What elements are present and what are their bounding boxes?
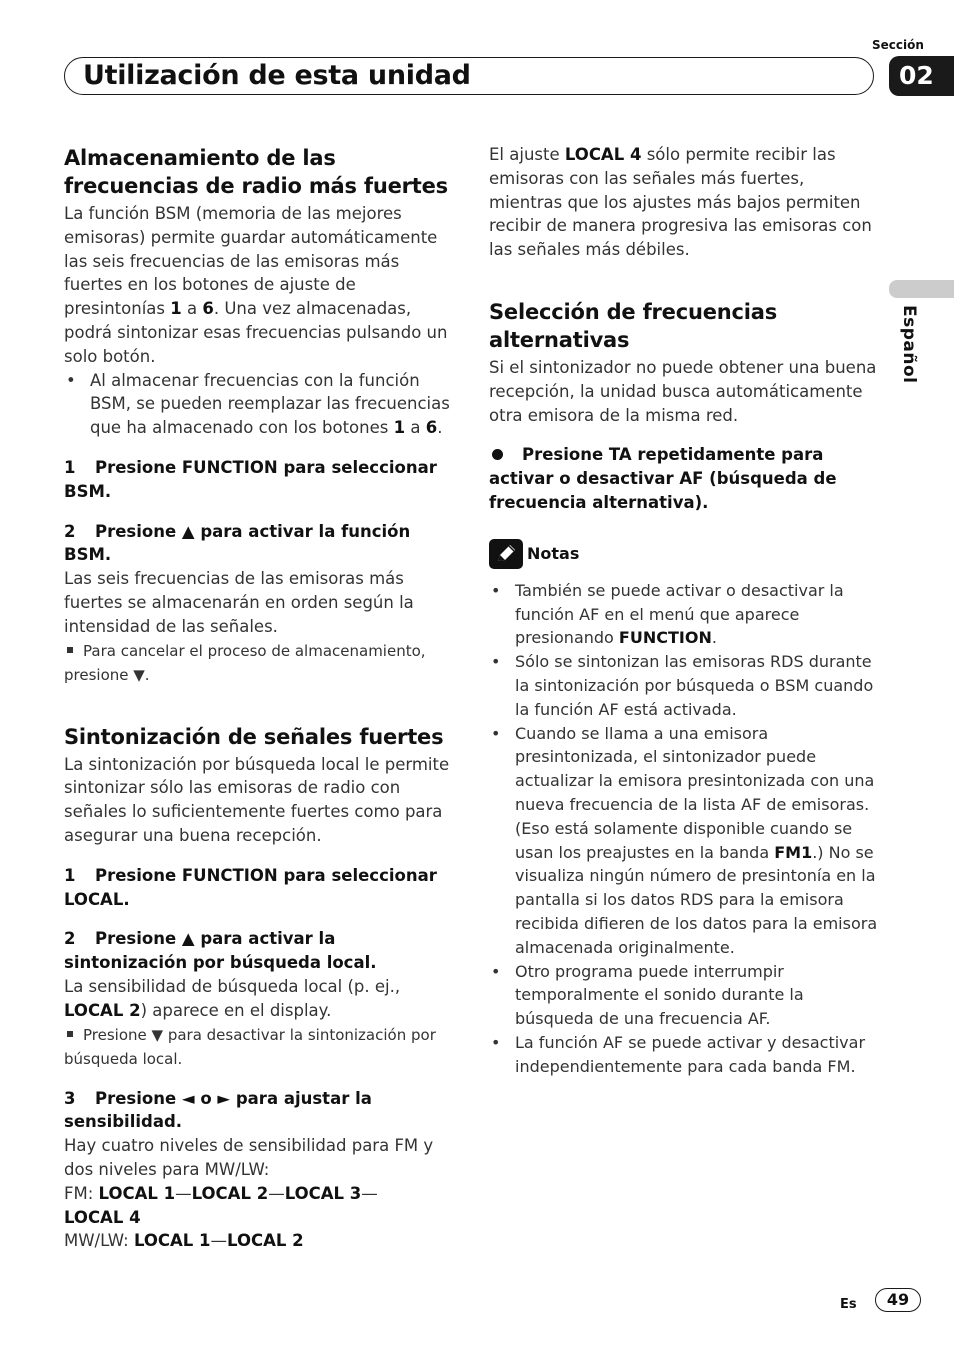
step-text: Presione ▲ para activar la función BSM. [64, 521, 411, 565]
footer-language-code: Es [840, 1297, 857, 1312]
paragraph-local-intro: La sintonización por búsqueda local le permite sintonizar sólo las emisoras de radio con señales lo suficientemente fuertes como para asegurar una buena recepción. [64, 754, 450, 845]
step-3-local [64, 1087, 454, 1135]
text: 1 [170, 299, 182, 319]
step-2-description: Las seis frecuencias de las emisoras más fuertes se almacenarán en orden según la intensidad de las señales. [64, 569, 414, 636]
text: FUNCTION [618, 628, 712, 648]
text: MW/LW: [64, 1231, 134, 1251]
step-number: 2 [64, 521, 76, 541]
mw-levels [64, 1229, 454, 1253]
text: — [175, 1183, 192, 1203]
fm-levels [64, 1182, 454, 1230]
section-title-local: Sintonización de señales fuertes [64, 724, 444, 749]
text: LOCAL 4 [64, 1207, 141, 1227]
bullet-dot-icon [492, 449, 503, 460]
text: Al almacenar frecuencias con la función BSM, se pueden reemplazar las frecuencias que ha almacenado con los botones [90, 370, 450, 438]
text: ) aparece en el display. [140, 1000, 332, 1020]
text: . Una vez almacenadas, podrá sintonizar esas frecuencias pulsando un solo botón. [64, 299, 448, 366]
text: 6 [202, 299, 214, 319]
notes-header [489, 539, 879, 569]
text: También se puede activar o desactivar la función AF en el menú que aparece presionando [515, 580, 844, 648]
notes-list [489, 579, 879, 1079]
section-title-bsm: Almacenamiento de las frecuencias de radio más fuertes [64, 146, 448, 198]
text: .) No se visualiza ningún número de presintonía en la pantalla si los datos RDS para la emisora recibida difieren de los datos para la emisora almacenada originalmente. [515, 842, 878, 957]
text: FM1 [774, 842, 813, 862]
step-text: Presione ▲ para activar la sintonización por búsqueda local. [64, 929, 377, 973]
step-3-description: Hay cuatro niveles de sensibilidad para FM y dos niveles para MW/LW: [64, 1136, 434, 1179]
notes-title: Notas [527, 543, 580, 563]
text: — [361, 1183, 378, 1203]
text: LOCAL 1 [98, 1183, 176, 1203]
step-text: Presione FUNCTION para seleccionar BSM. [64, 457, 437, 501]
square-bullet-icon [67, 1031, 73, 1037]
list-item [64, 369, 454, 440]
list-item [489, 722, 879, 960]
note-deactivate [64, 1023, 454, 1071]
step-1-bsm [64, 456, 454, 504]
step-text: Presione FUNCTION para seleccionar LOCAL. [64, 865, 437, 909]
left-column [64, 144, 454, 1253]
text: Para cancelar el proceso de almacenamiento, presione ▼. [64, 641, 426, 684]
step-2-bsm [64, 520, 454, 568]
step-number: 1 [64, 457, 76, 477]
paragraph-bsm-intro [64, 202, 454, 369]
list-item: • Sólo se sintonizan las emisoras RDS durante la sintonización por búsqueda o BSM cuando la función AF está activada. [489, 650, 879, 721]
paragraph-local4 [489, 143, 879, 262]
note-cancel [64, 639, 454, 687]
step-number: 2 [64, 929, 76, 949]
step-number: 3 [64, 1088, 76, 1108]
section-label: Sección [872, 38, 924, 52]
text: — [210, 1231, 228, 1251]
step-text: Presione ◄ o ► para ajustar la sensibilidad. [64, 1088, 372, 1132]
section-number: 02 [889, 56, 954, 96]
page-title: Utilización de esta unidad [83, 60, 471, 91]
step-1-local [64, 864, 454, 912]
text: La función BSM (memoria de las mejores emisoras) permite guardar automáticamente las seis frecuencias de las emisoras más fuertes en los botones de ajuste de presintonías [64, 204, 438, 319]
step-2-local [64, 927, 454, 975]
list-item: • La función AF se puede activar y desactivar independientemente para cada banda FM. [489, 1031, 879, 1079]
text: a [405, 418, 426, 438]
paragraph-af-intro: Si el sintonizador no puede obtener una buena recepción, la unidad busca automáticamente otra emisora de la misma red. [489, 357, 877, 425]
pencil-icon [494, 543, 518, 565]
step-2-local-description [64, 975, 454, 1023]
text: LOCAL 3 [284, 1183, 362, 1203]
section-title-af: Selección de frecuencias alternativas [489, 299, 778, 352]
list-item: • Otro programa puede interrumpir temporalmente el sonido durante la búsqueda de una frecuencia AF. [489, 960, 879, 1031]
text: a [181, 299, 203, 319]
text: LOCAL 2 [227, 1231, 304, 1251]
page-number: 49 [875, 1288, 921, 1312]
text: El ajuste [489, 145, 565, 164]
text: Presione ▼ para desactivar la sintonización por búsqueda local. [64, 1025, 436, 1068]
text: 1 [393, 418, 406, 438]
text: sólo permite recibir las emisoras con las señales más fuertes, mientras que los ajustes más bajos permiten recibir de manera progresiva las emisoras con las señales más débiles. [489, 145, 872, 260]
list-item [489, 579, 879, 650]
language-tab-label: Español [899, 305, 919, 384]
step-text: Presione TA repetidamente para activar o desactivar AF (búsqueda de frecuencia alternativa). [489, 445, 837, 512]
text: . [711, 628, 717, 648]
square-bullet-icon [67, 647, 73, 653]
text: 6 [425, 418, 438, 438]
text: LOCAL 2 [191, 1183, 269, 1203]
text: LOCAL 2 [64, 1000, 141, 1020]
text: LOCAL 4 [564, 145, 642, 164]
text: — [268, 1183, 285, 1203]
pencil-note-icon [489, 539, 523, 569]
text: La sensibilidad de búsqueda local (p. ej., [64, 976, 401, 996]
text: Cuando se llama a una emisora presintonizada, el sintonizador puede actualizar la emisora presintonizada con una nueva frecuencia de la lista AF de emisoras. (Eso está solamente disponible cuando se usan los preajustes en la banda [515, 723, 875, 862]
right-column [489, 143, 879, 1079]
text: FM: [64, 1183, 99, 1203]
text: . [437, 418, 443, 438]
language-tab-marker [889, 280, 954, 298]
text: LOCAL 1 [133, 1231, 211, 1251]
step-number: 1 [64, 865, 76, 885]
step-ta [489, 443, 879, 514]
